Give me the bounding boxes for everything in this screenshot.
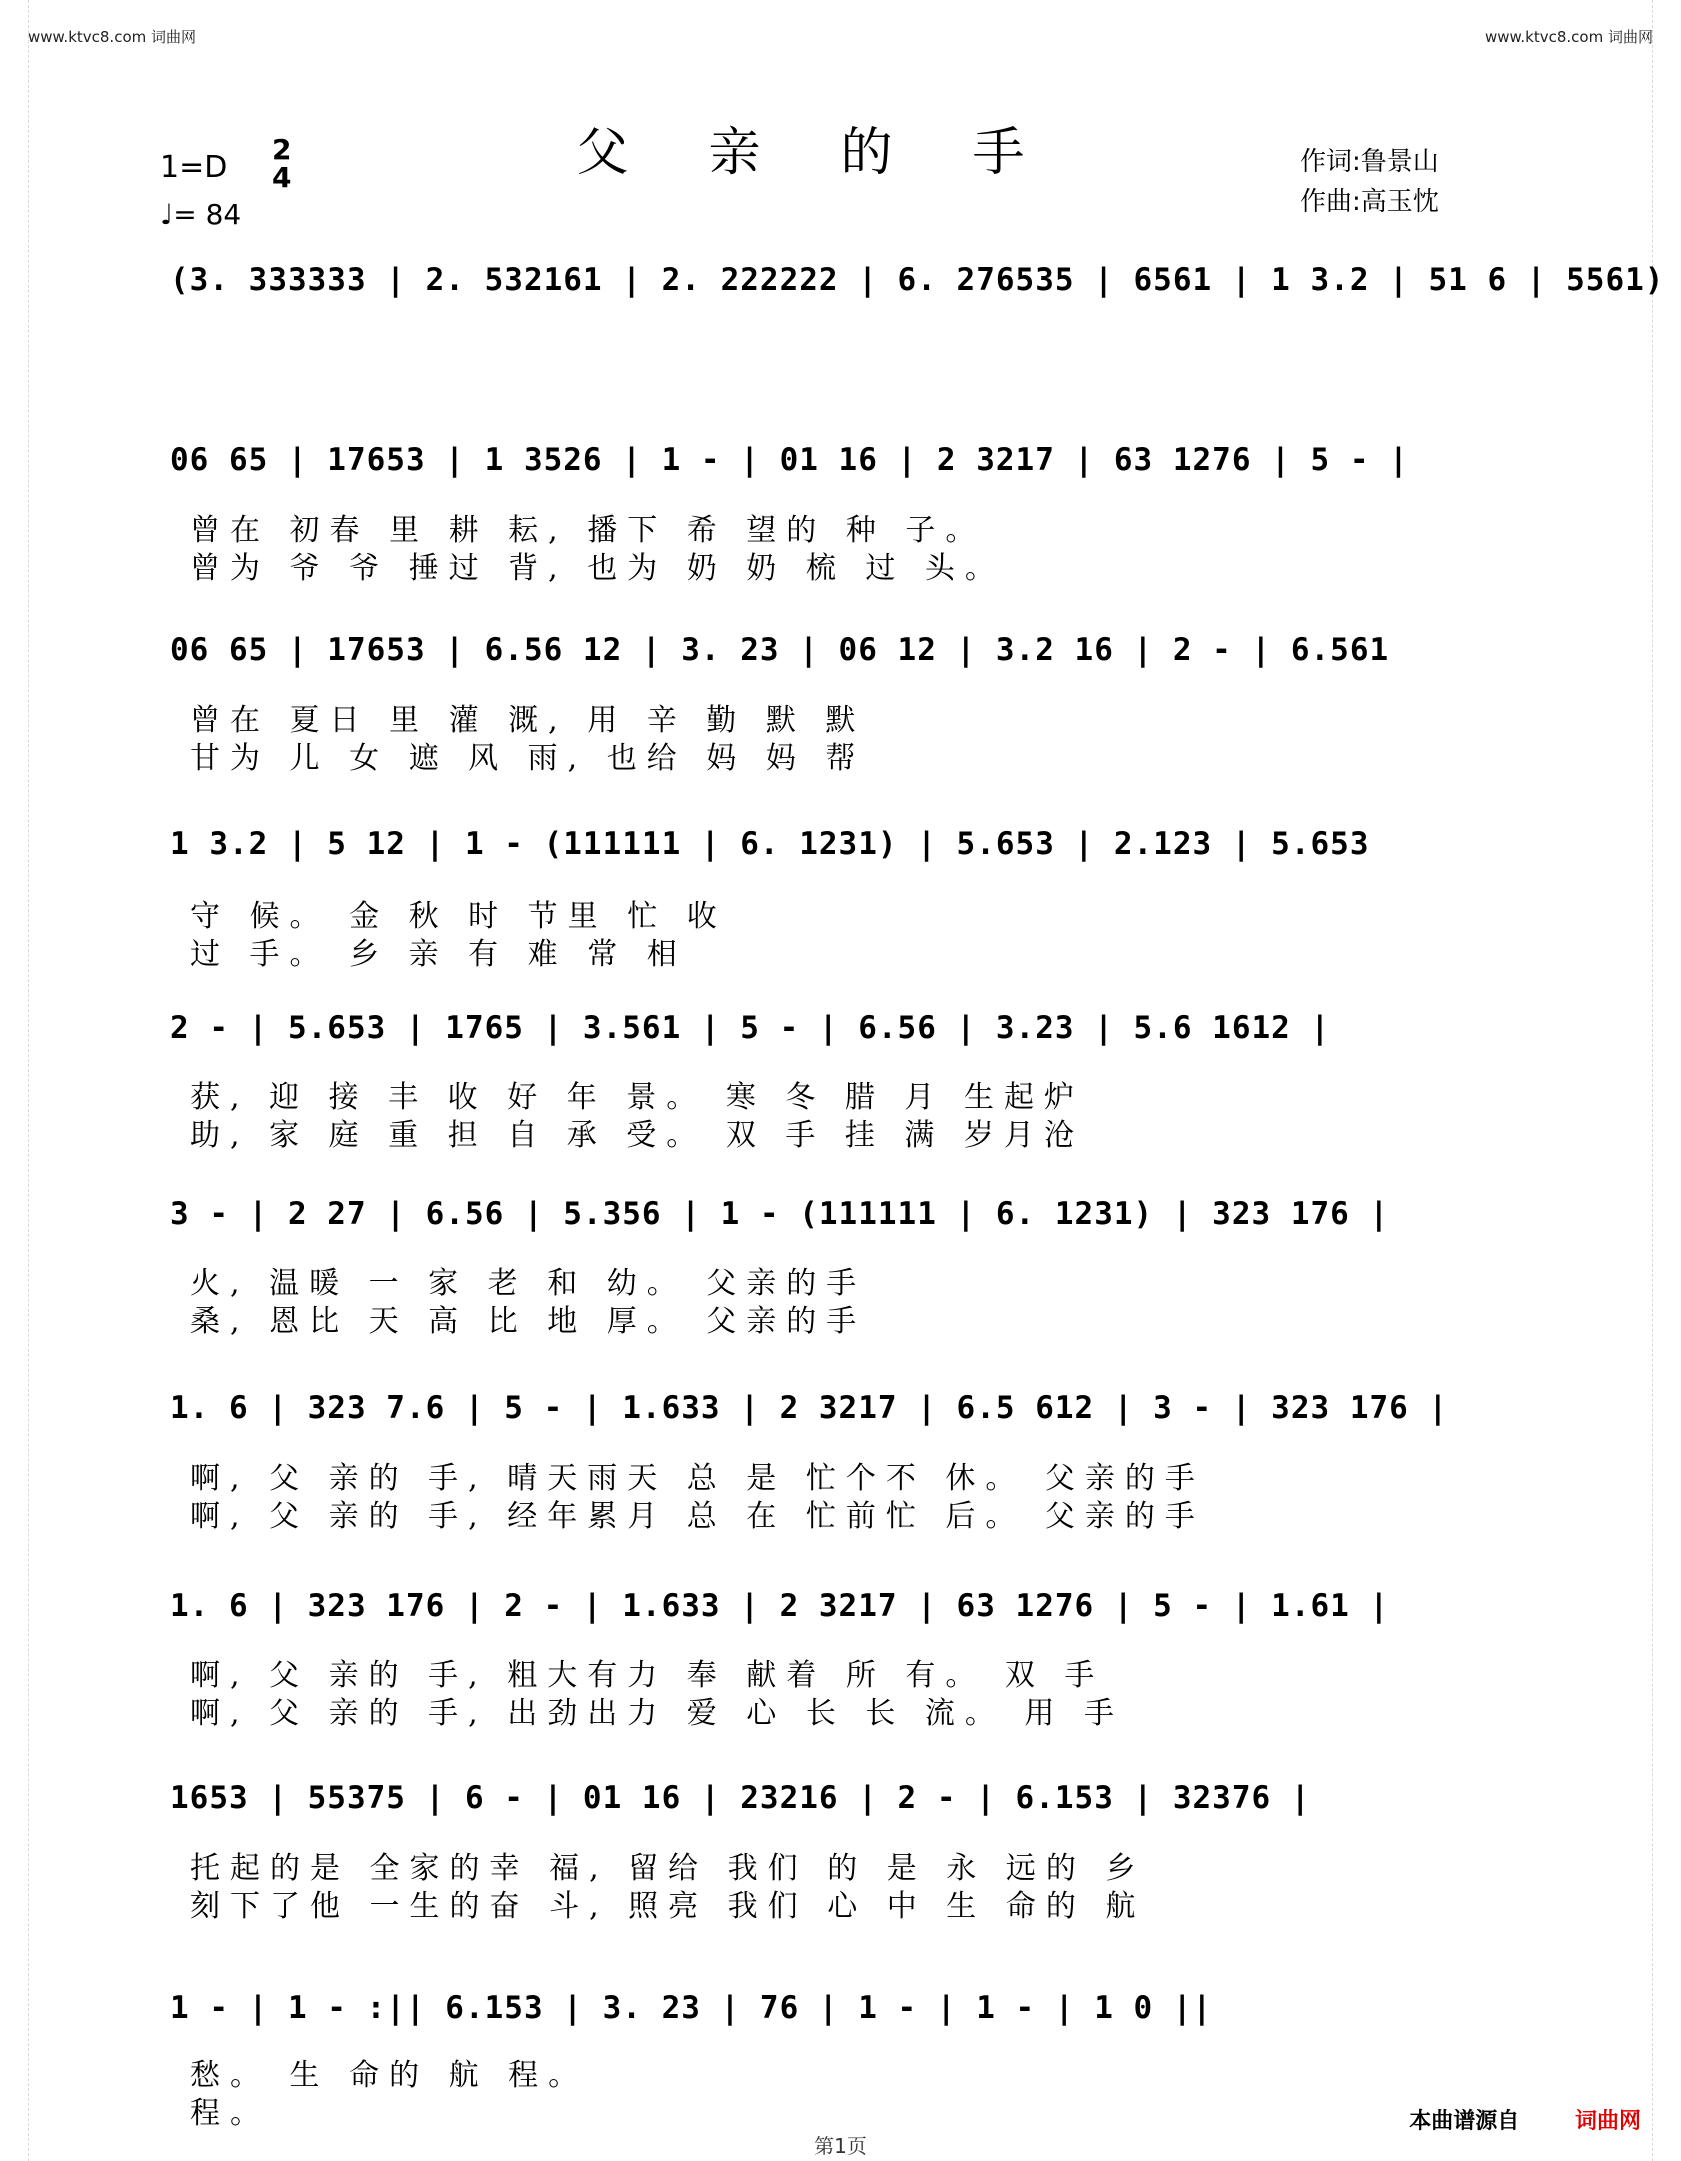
lyric-line: 桑, 恩比 天 高 比 地 厚。 父亲的手 xyxy=(190,1304,867,1339)
score-line: 1 - | 1 - :|| 6.153 | 3. 23 | 76 | 1 - | 1 - | 1 0 || xyxy=(170,1990,1213,2026)
lyric-line: 啊, 父 亲的 手, 经年累月 总 在 忙前忙 后。 父亲的手 xyxy=(190,1499,1205,1534)
time-denominator: 4 xyxy=(272,161,292,194)
score-line: 06 65 | 17653 | 6.56 12 | 3. 23 | 06 12 | 3.2 16 | 2 - | 6.561 xyxy=(170,632,1390,668)
lyric-line: 助, 家 庭 重 担 自 承 受。 双 手 挂 满 岁月沧 xyxy=(190,1118,1084,1153)
lyric-line: 甘为 儿 女 遮 风 雨, 也给 妈 妈 帮 xyxy=(190,741,866,776)
lyric-line: 曾为 爷 爷 捶过 背, 也为 奶 奶 梳 过 头。 xyxy=(190,551,1005,586)
score-line: 1 3.2 | 5 12 | 1 - (111111 | 6. 1231) | 5.653 | 2.123 | 5.653 xyxy=(170,826,1370,862)
lyric-line: 程。 xyxy=(190,2096,270,2131)
lyric-line: 曾在 夏日 里 灌 溉, 用 辛 勤 默 默 xyxy=(190,703,866,738)
score-line: (3. 333333 | 2. 532161 | 2. 222222 | 6. 276535 | 6561 | 1 3.2 | 51 6 | 5561) xyxy=(170,262,1665,298)
header-left-site: www.ktvc8.com 词曲网 xyxy=(28,28,197,46)
right-perforation xyxy=(1652,0,1673,2161)
tempo-marking: ♩= 84 xyxy=(160,198,242,231)
lyric-line: 啊, 父 亲的 手, 晴天雨天 总 是 忙个不 休。 父亲的手 xyxy=(190,1461,1205,1496)
time-signature xyxy=(272,133,292,194)
song-title: 父亲的手 xyxy=(576,123,1105,183)
lyric-line: 守 候。 金 秋 时 节里 忙 收 xyxy=(190,899,727,934)
score-line: 06 65 | 17653 | 1 3526 | 1 - | 01 16 | 2 3217 | 63 1276 | 5 - | xyxy=(170,442,1409,478)
lyric-line: 刻下了他 一生的奋 斗, 照亮 我们 心 中 生 命的 航 xyxy=(190,1889,1146,1924)
composer-credit: 作曲:高玉忱 xyxy=(1300,187,1439,217)
credits xyxy=(1300,142,1439,222)
lyric-line: 火, 温暖 一 家 老 和 幼。 父亲的手 xyxy=(190,1266,867,1301)
source-site-link[interactable]: 词曲网 xyxy=(1574,2109,1641,2134)
source-label: 本曲谱源自 xyxy=(1409,2109,1520,2134)
lyric-line: 过 手。 乡 亲 有 难 常 相 xyxy=(190,937,687,972)
left-perforation xyxy=(8,0,29,2161)
header-right-site: www.ktvc8.com 词曲网 xyxy=(1484,28,1653,46)
source-credit xyxy=(1409,2104,1641,2135)
page-number: 第1页 xyxy=(814,2134,867,2158)
lyric-line: 啊, 父 亲的 手, 出劲出力 爱 心 长 长 流。 用 手 xyxy=(190,1696,1124,1731)
score-line: 2 - | 5.653 | 1765 | 3.561 | 5 - | 6.56 | 3.23 | 5.6 1612 | xyxy=(170,1010,1331,1046)
lyric-line: 啊, 父 亲的 手, 粗大有力 奉 献着 所 有。 双 手 xyxy=(190,1658,1105,1693)
lyricist-credit: 作词:鲁景山 xyxy=(1300,147,1439,177)
score-line: 3 - | 2 27 | 6.56 | 5.356 | 1 - (111111 | 6. 1231) | 323 176 | xyxy=(170,1196,1390,1232)
lyric-line: 愁。 生 命的 航 程。 xyxy=(190,2058,589,2093)
time-numerator: 2 xyxy=(272,133,292,166)
lyric-line: 托起的是 全家的幸 福, 留给 我们 的 是 永 远的 乡 xyxy=(190,1851,1146,1886)
lyric-line: 获, 迎 接 丰 收 好 年 景。 寒 冬 腊 月 生起炉 xyxy=(190,1080,1084,1115)
lyric-line: 曾在 初春 里 耕 耘, 播下 希 望的 种 子。 xyxy=(190,513,986,548)
score-line: 1653 | 55375 | 6 - | 01 16 | 23216 | 2 - | 6.153 | 32376 | xyxy=(170,1780,1311,1816)
score-line: 1. 6 | 323 176 | 2 - | 1.633 | 2 3217 | 63 1276 | 5 - | 1.61 | xyxy=(170,1588,1390,1624)
score-line: 1. 6 | 323 7.6 | 5 - | 1.633 | 2 3217 | 6.5 612 | 3 - | 323 176 | xyxy=(170,1390,1449,1426)
key-signature: 1=D xyxy=(160,150,228,185)
